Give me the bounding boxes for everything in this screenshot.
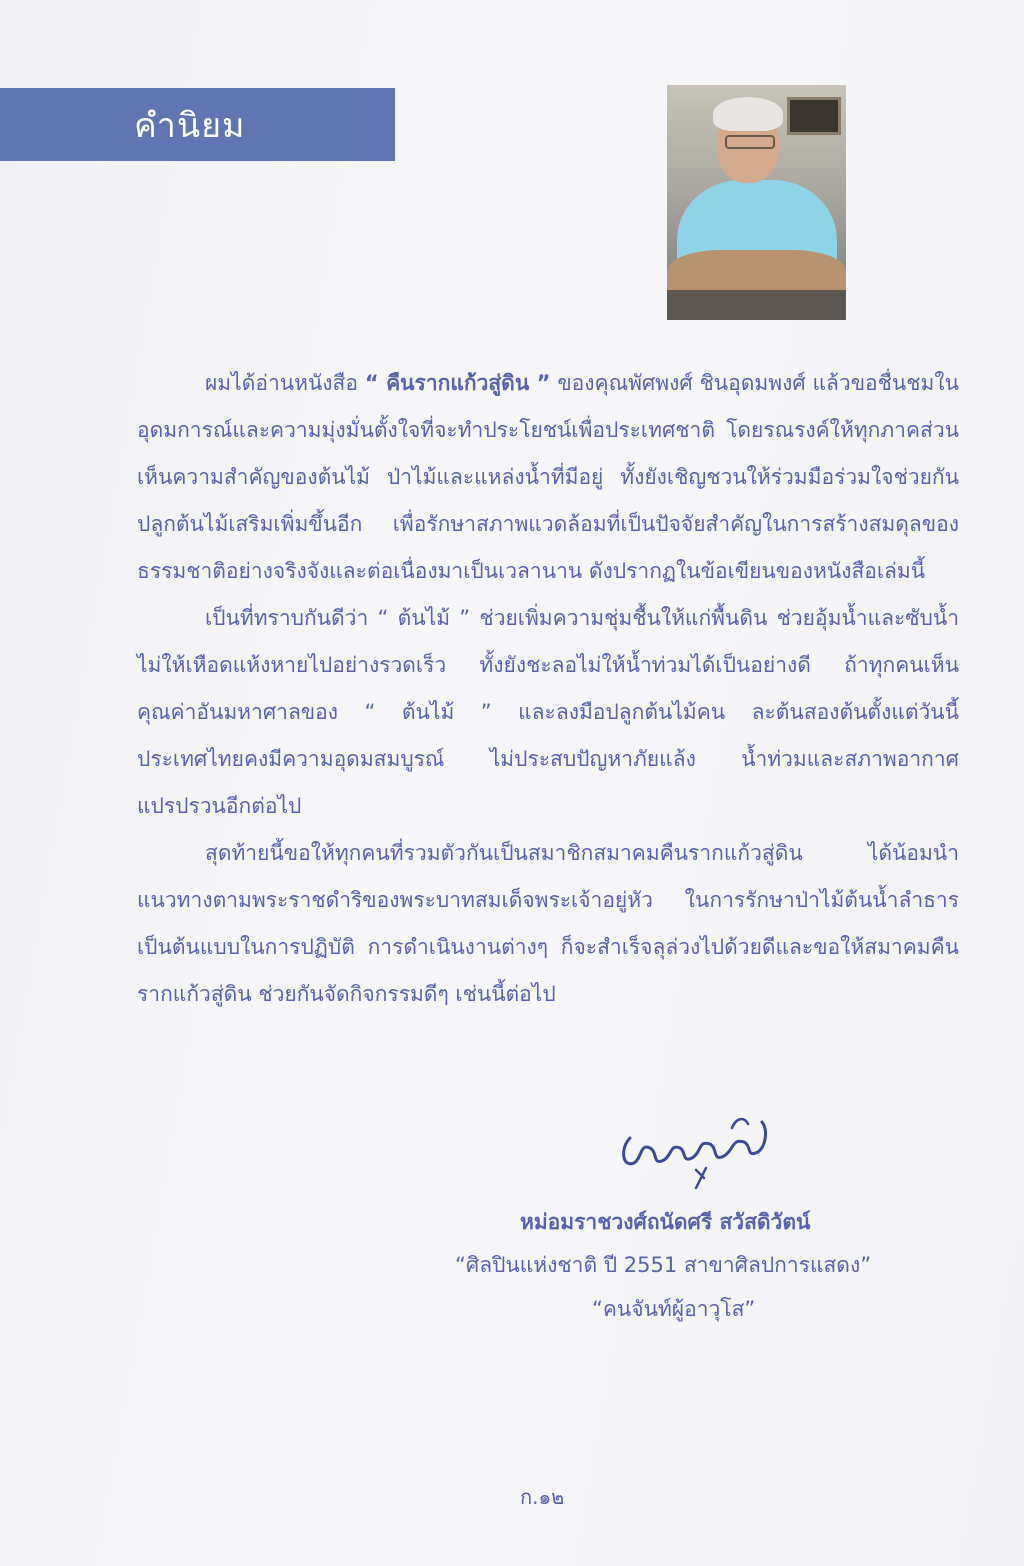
paragraph-3-text: สุดท้ายนี้ขอให้ทุกคนที่รวมตัวกันเป็นสมาชิกสมาคมคืนรากแก้วสู่ดิน ได้น้อมนำแนวทางตามพระราชดำริของพระบาทสมเด็จพระเจ้าอยู่หัว ในการรักษาป่าไม้ต้นน้ำลำธารเป็นต้นแบบในการปฏิบัติ การดำเนินงานต่างๆ ก็จะสำเร็จลุล่วงไปด้วยดีและขอให้สมาคมคืนรากแก้วสู่ดิน ช่วยกันจัดกิจกรรมดีๆ เช่นนี้ต่อไป	[137, 841, 959, 1006]
book-title-quote: “ คืนรากแก้วสู่ดิน ”	[364, 371, 551, 395]
background-picture-frame	[787, 97, 841, 135]
signatory-title-elder: “คนจันท์ผู้อาวุโส”	[592, 1297, 756, 1321]
handwritten-signature-icon	[612, 1108, 782, 1198]
portrait-table	[667, 290, 846, 320]
paragraph-2-text: เป็นที่ทราบกันดีว่า “ ต้นไม้ ” ช่วยเพิ่มความชุ่มชื้นให้แก่พื้นดิน ช่วยอุ้มน้ำและซับน้ำไม่ให้เหือดแห้งหายไปอย่างรวดเร็ว ทั้งยังชะลอไม่ให้น้ำท่วมได้เป็นอย่างดี ถ้าทุกคนเห็นคุณค่าอันมหาศาลของ “ ต้นไม้ ” และลงมือปลูกต้นไม้คน ละต้นสองต้นตั้งแต่วันนี้ ประเทศไทยคงมีความอุดมสมบูรณ์ ไม่ประสบปัญหาภัยแล้ง น้ำท่วมและสภาพอากาศแปรปรวนอีกต่อไป	[137, 606, 959, 818]
paragraph-1-text: ของคุณพัศพงศ์ ชินอุดมพงศ์ แล้วขอชื่นชมในอุดมการณ์และความมุ่งมั่นตั้งใจที่จะทำประโยชน์เพื่อประเทศชาติ โดยรณรงค์ให้ทุกภาคส่วนเห็นความสำคัญของต้นไม้ ป่าไม้และแหล่งน้ำที่มีอยู่ ทั้งยังเชิญชวนให้ร่วมมือร่วมใจช่วยกันปลูกต้นไม้เสริมเพิ่มขึ้นอีก เพื่อรักษาสภาพแวดล้อมที่เป็นปัจจัยสำคัญในการสร้างสมดุลของธรรมชาติอย่างจริงจังและต่อเนื่องมาเป็นเวลานาน ดังปรากฏในข้อเขียนของหนังสือเล่มนี้	[137, 371, 959, 583]
paragraph-3	[137, 830, 959, 1018]
portrait-glasses	[725, 135, 775, 149]
signatory-name: หม่อมราชวงศ์ถนัดศรี สวัสดิวัตน์	[520, 1210, 811, 1234]
signatory-title-national-artist: “ศิลปินแห่งชาติ ปี 2551 สาขาศิลปการแสดง”	[455, 1253, 872, 1277]
portrait-hair	[713, 97, 783, 131]
paragraph-1-lead: ผมได้อ่านหนังสือ	[205, 371, 365, 395]
author-portrait-photo	[667, 85, 846, 320]
foreword-body	[137, 360, 959, 1018]
paragraph-2	[137, 595, 959, 830]
page-number: ก.๑๒	[520, 1485, 565, 1509]
section-title: คำนิยม	[134, 106, 246, 146]
paragraph-1	[137, 360, 959, 595]
